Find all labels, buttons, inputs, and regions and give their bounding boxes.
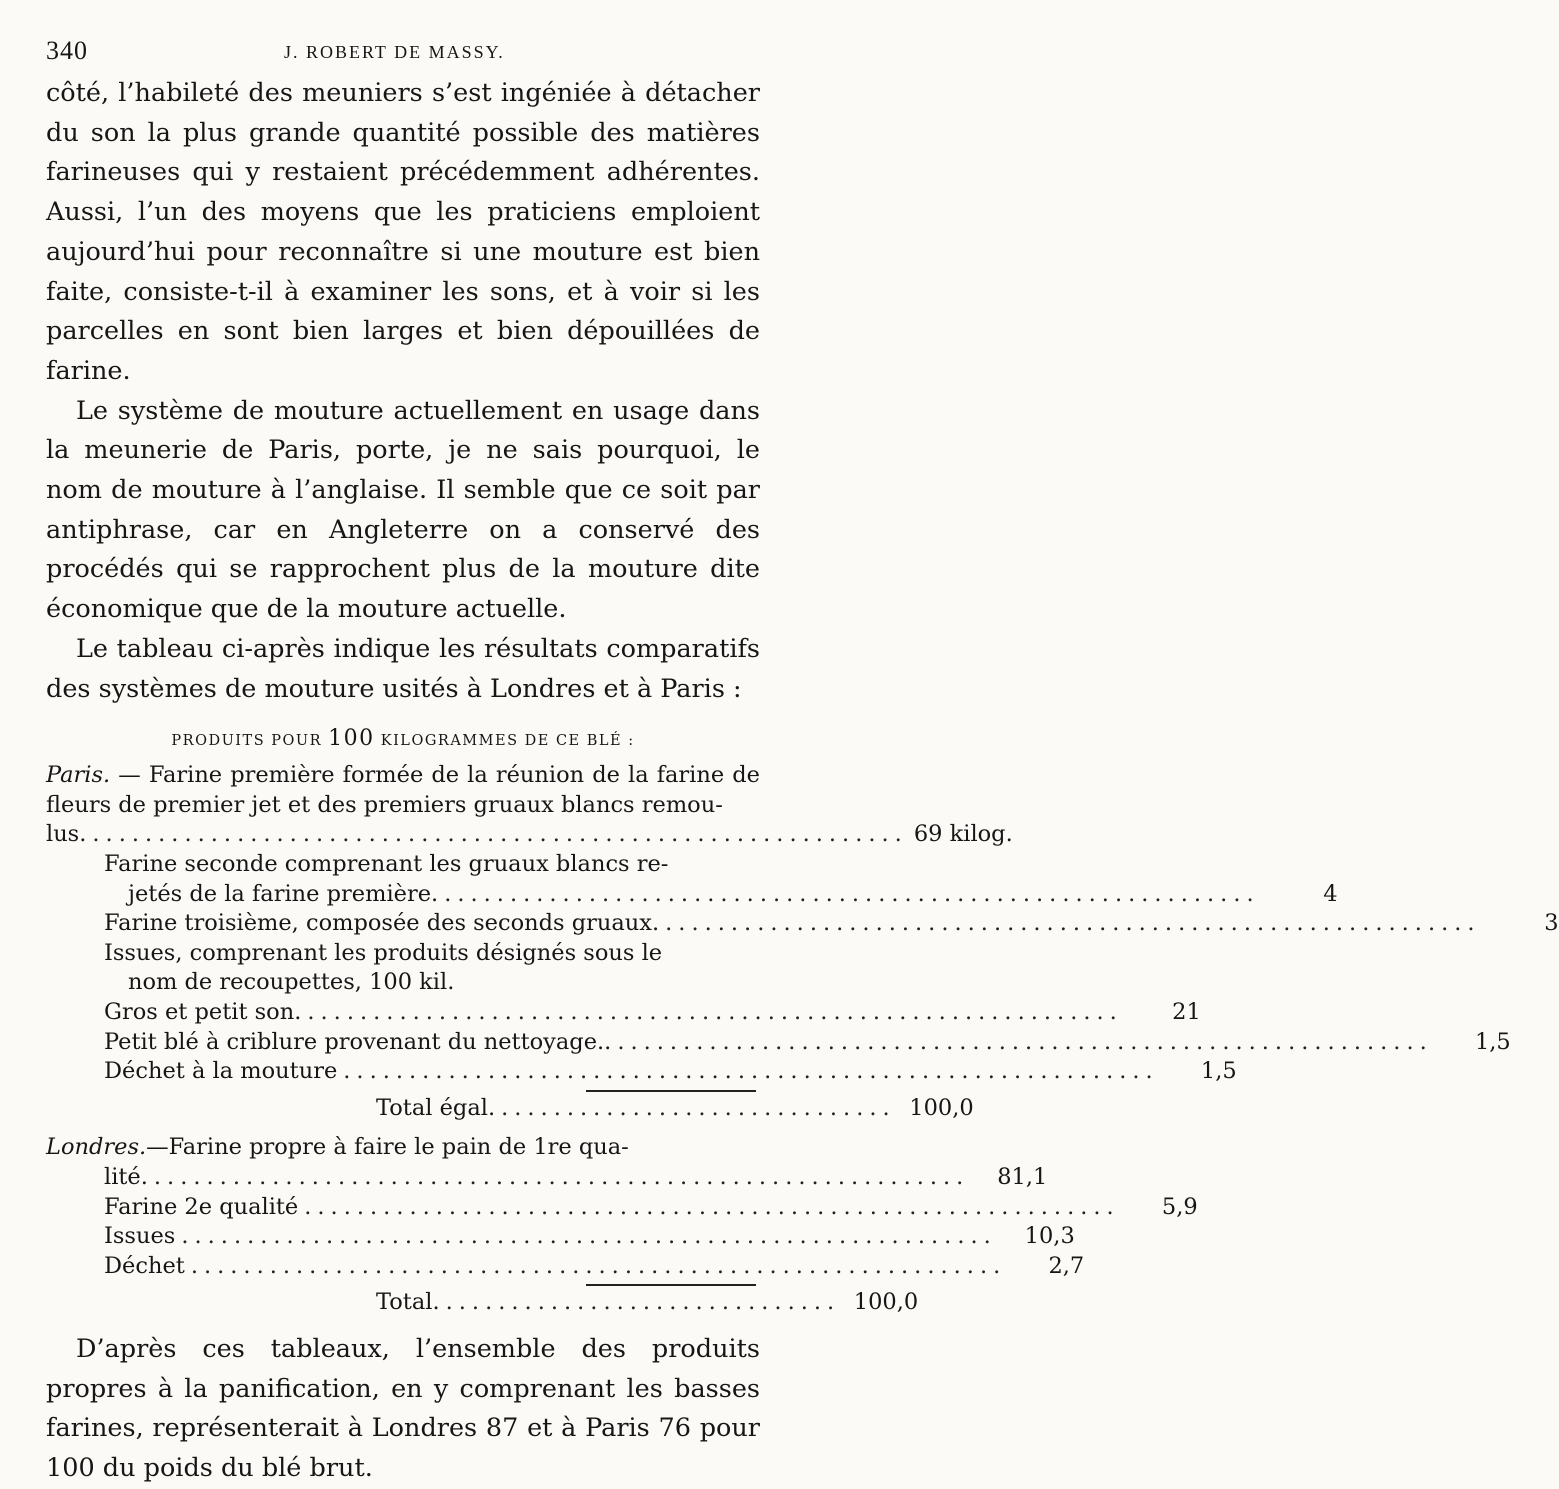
caption-before: PRODUITS POUR bbox=[171, 733, 323, 750]
londres-total-value: 100,0 bbox=[853, 1289, 919, 1316]
paris-gros-value: 21 bbox=[1172, 999, 1201, 1025]
paris-second-line2: jetés de la farine première. bbox=[128, 880, 439, 907]
total-rule bbox=[586, 1284, 756, 1286]
paris-gros: Gros et petit son. bbox=[104, 999, 302, 1025]
table-caption bbox=[46, 727, 760, 753]
londres-dechet-value: 2,7 bbox=[1048, 1252, 1085, 1279]
londres-dechet: Déchet bbox=[104, 1252, 185, 1279]
paris-dechet: Déchet à la mouture bbox=[104, 1058, 338, 1085]
londres-first-end: lité. bbox=[104, 1163, 148, 1190]
paris-first-text: — Farine première formée de la réunion de la farine de fleurs de premier jet et des premiers gruaux blancs remou- bbox=[46, 762, 760, 818]
page-number: 340 bbox=[46, 36, 88, 65]
table-row: lité. .............................................................. 81,1 bbox=[46, 1163, 760, 1193]
table-row: Total égal. .............................. 100,0 bbox=[46, 1094, 760, 1124]
table-row: Petit blé à criblure provenant du nettoyage.. .............................................................. 1,5 bbox=[46, 1028, 760, 1058]
book-page bbox=[46, 34, 1559, 1489]
page-header bbox=[46, 34, 760, 74]
londres-first-value: 81,1 bbox=[997, 1163, 1048, 1190]
paragraph-4: D’après ces tableaux, l’ensemble des produits propres à la panification, en y comprenant les basses farines, représenterait à Londres 87 et à Paris 76 pour 100 du poids du blé brut. bbox=[46, 1333, 760, 1484]
paragraph-3: Le tableau ci-après indique les résultats comparatifs des systèmes de mouture usités à Londres et à Paris : bbox=[46, 633, 760, 704]
paris-dechet-value: 1,5 bbox=[1200, 1058, 1237, 1085]
londres-total-label: Total. bbox=[376, 1289, 440, 1316]
paris-issues-line2: nom de recoupettes, 100 kil. bbox=[128, 969, 455, 996]
table-row: Déchet .............................................................. 2,7 bbox=[46, 1252, 760, 1282]
paris-petit-ble-value: 1,5 bbox=[1474, 1028, 1511, 1055]
caption-after: KILOGRAMMES DE CE BLÉ : bbox=[380, 733, 635, 750]
paris-third: Farine troisième, composée des seconds gruaux. bbox=[104, 910, 660, 937]
paragraph-2: Le système de mouture actuellement en usage dans la meunerie de Paris, porte, je ne sais pourquoi, le nom de mouture à l’anglaise. Il semble que ce soit par antiphrase, car en Angleterre on a conservé des procédés qui se rapprochent plus de la mouture dite économique que de la mouture actuelle. bbox=[46, 395, 760, 625]
paris-issues-line1: Issues, comprenant les produits désignés sous le bbox=[104, 939, 663, 966]
londres-city-label: Londres. bbox=[46, 1134, 147, 1161]
table-row: Issues .............................................................. 10,3 bbox=[46, 1222, 760, 1252]
paris-first-end: lus. bbox=[46, 821, 87, 848]
milling-table bbox=[46, 761, 1559, 1318]
londres-first-text: —Farine propre à faire le pain de 1re qua- bbox=[146, 1134, 629, 1161]
table-row: Total. .............................. 100,0 bbox=[46, 1288, 760, 1318]
paris-second-line1: Farine seconde comprenant les gruaux blancs re- bbox=[104, 851, 669, 878]
table-row: jetés de la farine première. .............................................................. 4 bbox=[46, 880, 760, 910]
londres-first-entry bbox=[46, 1133, 760, 1163]
table-row: lus. .............................................................. 69 kilog. bbox=[46, 820, 760, 850]
caption-number: 100 bbox=[328, 726, 375, 752]
table-row: Déchet à la mouture .............................................................. 1,5 bbox=[46, 1057, 760, 1087]
body-text bbox=[46, 74, 760, 709]
paris-total-label: Total égal. bbox=[376, 1094, 496, 1121]
table-row: Gros et petit son. .............................................................. 21 bbox=[46, 998, 760, 1028]
londres-issues-value: 10,3 bbox=[1024, 1223, 1075, 1250]
londres-second-value: 5,9 bbox=[1161, 1193, 1198, 1220]
running-head: J. ROBERT DE MASSY. bbox=[284, 42, 505, 62]
londres-second: Farine 2e qualité bbox=[104, 1193, 299, 1220]
paris-city-label: Paris. bbox=[46, 762, 111, 789]
paris-petit-ble: Petit blé à criblure provenant du nettoyage.. bbox=[104, 1028, 612, 1055]
paris-third-value: 3 bbox=[1544, 910, 1559, 937]
paris-second-value: 4 bbox=[1323, 880, 1338, 907]
londres-issues: Issues bbox=[104, 1223, 176, 1250]
paris-first-value: 69 kilog. bbox=[913, 821, 1013, 848]
table-row: Farine 2e qualité .............................................................. 5,9 bbox=[46, 1193, 760, 1223]
total-rule bbox=[586, 1090, 756, 1092]
paragraph-1: côté, l’habileté des meuniers s’est ingéniée à détacher du son la plus grande quantité possible des matières farineuses qui y restaient précédemment adhérentes. Aussi, l’un des moyens que les praticiens emploient aujourd’hui pour reconnaître si une mouture est bien faite, consiste-t-il à examiner les sons, et à voir si les parcelles en sont bien larges et bien dépouillées de farine. bbox=[46, 78, 760, 386]
paris-first-entry bbox=[46, 761, 760, 820]
paris-total-value: 100,0 bbox=[909, 1094, 974, 1121]
table-row: Farine troisième, composée des seconds gruaux. .............................................................. 3 bbox=[46, 909, 760, 939]
body-text-end bbox=[46, 1330, 760, 1489]
